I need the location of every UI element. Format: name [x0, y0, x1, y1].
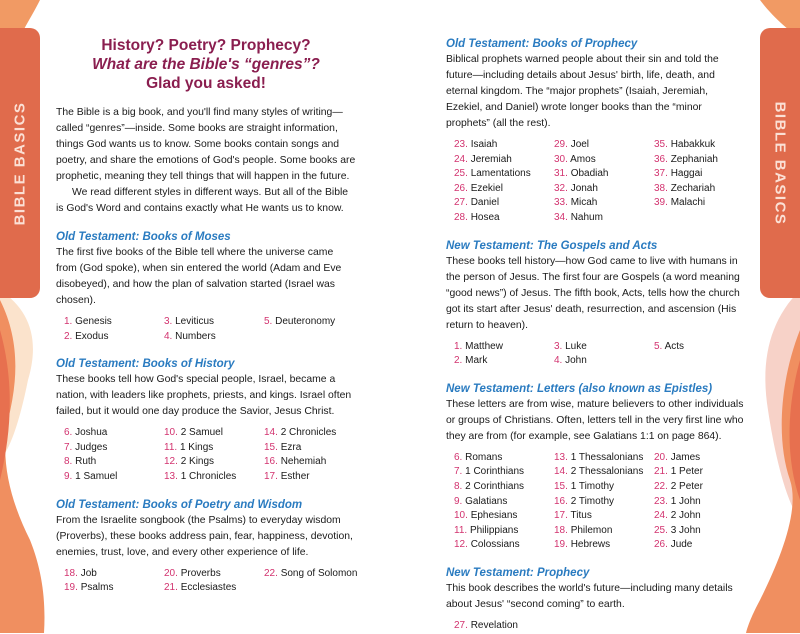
- book-name: Malachi: [671, 197, 705, 208]
- book-name: Luke: [565, 341, 587, 352]
- book-list-item: [654, 509, 754, 524]
- section-description: These books tell history—how God came to live with humans in the person of Jesus. The first four are Gospels (a word meaning “good news”) of Jesus. The fifth book, Acts, tells how the church got its start after Jesus' death, resurrection, and ascension (His return to heaven).: [446, 254, 746, 334]
- book-list-item: [164, 330, 264, 345]
- book-number: 17.: [554, 510, 568, 521]
- book-list-item: [654, 167, 754, 182]
- left-page: [56, 0, 356, 596]
- intro-paragraph: The Bible is a big book, and you'll find many styles of writing—called “genres”—inside. Some books are straight information, things God wants us to know. Some books contain songs and poetry, and share the emotions of God's people. Some books are prophetic, meaning they tell things that will happen in the future.: [56, 105, 356, 185]
- book-list-item: [654, 138, 754, 153]
- book-name: 1 Thessalonians: [571, 452, 644, 463]
- book-list-item: [164, 581, 264, 596]
- book-list-item: [454, 354, 554, 369]
- book-list-item: [554, 495, 654, 510]
- book-list-item: [554, 211, 654, 226]
- book-number: 24.: [654, 510, 668, 521]
- book-section: [56, 356, 356, 484]
- book-name: Haggai: [671, 168, 703, 179]
- book-name: Jude: [671, 539, 693, 550]
- book-number: 7.: [64, 442, 72, 453]
- book-list-item: [654, 340, 754, 355]
- section-heading: New Testament: Prophecy: [446, 565, 746, 581]
- book-name: Song of Solomon: [281, 568, 358, 579]
- book-number: 2.: [64, 331, 72, 342]
- book-number: 24.: [454, 154, 468, 165]
- book-list-item: [454, 340, 554, 355]
- book-column: [164, 315, 264, 344]
- book-number: 38.: [654, 183, 668, 194]
- book-name: 2 Thessalonians: [571, 466, 644, 477]
- book-number: 13.: [164, 471, 178, 482]
- book-section: [446, 36, 746, 226]
- book-list-item: [454, 538, 554, 553]
- book-list-item: [654, 495, 754, 510]
- book-number: 5.: [264, 316, 272, 327]
- book-number: 2.: [454, 355, 462, 366]
- book-number: 1.: [454, 341, 462, 352]
- book-number: 1.: [64, 316, 72, 327]
- book-name: 1 Chronicles: [181, 471, 237, 482]
- book-name: Lamentations: [471, 168, 531, 179]
- section-description: From the Israelite songbook (the Psalms) to everyday wisdom (Proverbs), these books address pain, fear, happiness, devotion, enemies, trust, love, and every other experience of life.: [56, 513, 356, 561]
- book-list-item: [554, 354, 654, 369]
- book-name: Hebrews: [571, 539, 610, 550]
- book-number: 9.: [454, 496, 462, 507]
- book-number: 26.: [654, 539, 668, 550]
- side-tab-right: [760, 28, 800, 298]
- book-name: 2 Peter: [671, 481, 703, 492]
- book-column: [264, 315, 364, 344]
- book-number: 32.: [554, 183, 568, 194]
- book-column: [454, 340, 554, 369]
- book-number: 31.: [554, 168, 568, 179]
- section-description: The first five books of the Bible tell where the universe came from (God spoke), when sin entered the world (Adam and Eve disobeyed), and how the plan of salvation started (Israel was chosen).: [56, 245, 356, 309]
- book-list-item: [454, 196, 554, 211]
- section-heading: Old Testament: Books of Prophecy: [446, 36, 746, 52]
- book-number: 14.: [264, 427, 278, 438]
- book-list-item: [64, 441, 164, 456]
- book-list-item: [554, 340, 654, 355]
- book-name: Colossians: [471, 539, 520, 550]
- book-name: Proverbs: [181, 568, 221, 579]
- book-name: 1 Peter: [671, 466, 703, 477]
- book-number: 10.: [164, 427, 178, 438]
- book-name: 2 Corinthians: [465, 481, 524, 492]
- book-list-item: [554, 524, 654, 539]
- book-list-item: [454, 495, 554, 510]
- book-name: Zechariah: [671, 183, 715, 194]
- book-number: 9.: [64, 471, 72, 482]
- book-name: 2 Samuel: [181, 427, 223, 438]
- book-column: [654, 138, 754, 226]
- book-number: 16.: [264, 456, 278, 467]
- book-list-item: [64, 330, 164, 345]
- book-list-item: [164, 567, 264, 582]
- book-number: 7.: [454, 466, 462, 477]
- book-list: [64, 567, 356, 596]
- book-name: Jeremiah: [471, 154, 512, 165]
- book-name: Amos: [570, 154, 596, 165]
- book-number: 19.: [554, 539, 568, 550]
- book-list-item: [264, 455, 364, 470]
- book-name: John: [565, 355, 587, 366]
- book-number: 30.: [554, 154, 568, 165]
- book-number: 23.: [454, 139, 468, 150]
- book-name: 2 Timothy: [571, 496, 614, 507]
- book-list-item: [554, 451, 654, 466]
- book-number: 29.: [554, 139, 568, 150]
- book-list-item: [554, 465, 654, 480]
- book-list: [64, 315, 356, 344]
- book-column: [64, 567, 164, 596]
- book-number: 6.: [64, 427, 72, 438]
- book-name: Ezekiel: [471, 183, 503, 194]
- book-column: [164, 426, 264, 484]
- book-list-item: [654, 480, 754, 495]
- book-column: [554, 451, 654, 553]
- book-name: Jonah: [571, 183, 598, 194]
- book-name: 3 John: [671, 525, 701, 536]
- book-name: Romans: [465, 452, 502, 463]
- book-number: 16.: [554, 496, 568, 507]
- book-number: 12.: [164, 456, 178, 467]
- book-name: 2 Chronicles: [281, 427, 337, 438]
- book-number: 12.: [454, 539, 468, 550]
- book-name: Genesis: [75, 316, 112, 327]
- book-column: [454, 138, 554, 226]
- title-line: What are the Bible's “genres”?: [56, 55, 356, 74]
- book-number: 39.: [654, 197, 668, 208]
- book-number: 15.: [554, 481, 568, 492]
- book-list-item: [64, 315, 164, 330]
- book-list-item: [654, 196, 754, 211]
- book-name: Philemon: [571, 525, 613, 536]
- book-section: [446, 381, 746, 553]
- book-list-item: [64, 426, 164, 441]
- book-list-item: [454, 509, 554, 524]
- book-list-item: [454, 524, 554, 539]
- book-list-item: [454, 480, 554, 495]
- book-name: 1 John: [671, 496, 701, 507]
- book-name: Leviticus: [175, 316, 214, 327]
- book-number: 13.: [554, 452, 568, 463]
- book-number: 33.: [554, 197, 568, 208]
- book-name: 1 Kings: [180, 442, 213, 453]
- book-column: [264, 567, 364, 596]
- book-column: [654, 451, 754, 553]
- book-list-item: [554, 153, 654, 168]
- section-description: These books tell how God's special people, Israel, became a nation, with leaders like prophets, priests, and kings. Israel often failed, but it would one day produce the Savior, Jesus Christ.: [56, 372, 356, 420]
- section-heading: New Testament: Letters (also known as Epistles): [446, 381, 746, 397]
- book-number: 4.: [554, 355, 562, 366]
- book-number: 17.: [264, 471, 278, 482]
- section-heading: Old Testament: Books of Moses: [56, 229, 356, 245]
- book-number: 4.: [164, 331, 172, 342]
- book-number: 8.: [64, 456, 72, 467]
- book-list-item: [554, 167, 654, 182]
- book-list-item: [164, 455, 264, 470]
- page-title: [56, 36, 356, 93]
- book-column: [654, 340, 754, 369]
- book-name: James: [671, 452, 700, 463]
- book-name: Esther: [281, 471, 310, 482]
- book-name: Obadiah: [571, 168, 609, 179]
- book-list-item: [654, 524, 754, 539]
- book-number: 25.: [654, 525, 668, 536]
- book-column: [554, 138, 654, 226]
- side-tab-left: [0, 28, 40, 298]
- book-list-item: [264, 315, 364, 330]
- book-list-item: [264, 426, 364, 441]
- book-name: Matthew: [465, 341, 503, 352]
- book-list-item: [454, 153, 554, 168]
- book-name: 2 Kings: [181, 456, 214, 467]
- book-name: 2 John: [671, 510, 701, 521]
- section-heading: Old Testament: Books of Poetry and Wisdom: [56, 497, 356, 513]
- book-number: 22.: [654, 481, 668, 492]
- book-list-item: [554, 509, 654, 524]
- book-list-item: [454, 167, 554, 182]
- section-description: These letters are from wise, mature believers to other individuals or groups of Christians. Often, letters tell in the very first line who they are from (for example, see Galatians 1:1 on page 864).: [446, 397, 746, 445]
- book-number: 20.: [164, 568, 178, 579]
- book-name: 1 Corinthians: [465, 466, 524, 477]
- book-name: Acts: [665, 341, 684, 352]
- book-name: Psalms: [81, 582, 114, 593]
- book-number: 34.: [554, 212, 568, 223]
- book-list-item: [654, 465, 754, 480]
- book-name: Joshua: [75, 427, 107, 438]
- book-name: Ephesians: [471, 510, 518, 521]
- book-name: Ecclesiastes: [181, 582, 237, 593]
- book-list-item: [554, 182, 654, 197]
- book-number: 3.: [554, 341, 562, 352]
- book-list: [454, 340, 746, 369]
- intro-paragraph: We read different styles in different ways. But all of the Bible is God's Word and contains exactly what He wants us to know.: [56, 185, 356, 217]
- book-number: 18.: [64, 568, 78, 579]
- book-list-item: [454, 211, 554, 226]
- right-page: [446, 0, 746, 634]
- book-column: [454, 619, 554, 634]
- book-section: [446, 565, 746, 634]
- book-number: 35.: [654, 139, 668, 150]
- book-column: [264, 426, 364, 484]
- book-list-item: [264, 470, 364, 485]
- book-section: [446, 238, 746, 369]
- book-list-item: [164, 441, 264, 456]
- side-tab-label: BIBLE BASICS: [12, 101, 29, 225]
- book-name: Habakkuk: [671, 139, 715, 150]
- book-number: 37.: [654, 168, 668, 179]
- book-column: [164, 567, 264, 596]
- book-number: 15.: [264, 442, 278, 453]
- book-name: Exodus: [75, 331, 108, 342]
- book-list-item: [64, 567, 164, 582]
- book-number: 27.: [454, 620, 468, 631]
- book-name: Numbers: [175, 331, 216, 342]
- book-name: Deuteronomy: [275, 316, 335, 327]
- book-list-item: [64, 581, 164, 596]
- book-name: Judges: [75, 442, 107, 453]
- book-number: 28.: [454, 212, 468, 223]
- book-number: 11.: [164, 442, 177, 453]
- book-number: 6.: [454, 452, 462, 463]
- book-list-item: [164, 426, 264, 441]
- book-number: 26.: [454, 183, 468, 194]
- book-number: 21.: [164, 582, 178, 593]
- book-name: 1 Samuel: [75, 471, 117, 482]
- title-line: History? Poetry? Prophecy?: [56, 36, 356, 55]
- book-number: 23.: [654, 496, 668, 507]
- book-list-item: [654, 182, 754, 197]
- book-number: 19.: [64, 582, 78, 593]
- book-list: [454, 138, 746, 226]
- book-list-item: [454, 138, 554, 153]
- section-description: This book describes the world's future—including many details about Jesus' “second coming” to earth.: [446, 581, 746, 613]
- book-name: Daniel: [471, 197, 499, 208]
- book-number: 25.: [454, 168, 468, 179]
- book-list-item: [654, 538, 754, 553]
- side-tab-label: BIBLE BASICS: [772, 101, 789, 225]
- book-number: 22.: [264, 568, 278, 579]
- book-list-item: [554, 196, 654, 211]
- book-number: 8.: [454, 481, 462, 492]
- book-number: 5.: [654, 341, 662, 352]
- section-description: Biblical prophets warned people about their sin and told the future—including details about Jesus' birth, life, death, and eternal kingdom. The “major prophets” (Isaiah, Jeremiah, Ezekiel, and Daniel) wrote longer books than the “minor prophets” (all the rest).: [446, 52, 746, 132]
- book-list-item: [454, 465, 554, 480]
- book-list-item: [264, 567, 364, 582]
- book-name: Nehemiah: [281, 456, 327, 467]
- book-name: Ezra: [281, 442, 302, 453]
- section-heading: New Testament: The Gospels and Acts: [446, 238, 746, 254]
- book-list-item: [454, 182, 554, 197]
- book-number: 3.: [164, 316, 172, 327]
- book-list-item: [454, 451, 554, 466]
- book-list-item: [554, 538, 654, 553]
- book-list-item: [554, 138, 654, 153]
- book-list-item: [554, 480, 654, 495]
- book-number: 36.: [654, 154, 668, 165]
- book-name: Galatians: [465, 496, 507, 507]
- book-number: 27.: [454, 197, 468, 208]
- book-number: 18.: [554, 525, 568, 536]
- book-list: [64, 426, 356, 484]
- book-section: [56, 497, 356, 596]
- book-name: Mark: [465, 355, 487, 366]
- book-name: Nahum: [571, 212, 603, 223]
- book-list-item: [264, 441, 364, 456]
- book-name: Micah: [571, 197, 598, 208]
- book-name: Hosea: [471, 212, 500, 223]
- book-name: Joel: [571, 139, 589, 150]
- book-list-item: [454, 619, 554, 634]
- book-number: 10.: [454, 510, 468, 521]
- book-list-item: [654, 451, 754, 466]
- book-name: 1 Timothy: [571, 481, 614, 492]
- section-heading: Old Testament: Books of History: [56, 356, 356, 372]
- book-list-item: [654, 153, 754, 168]
- book-list-item: [164, 470, 264, 485]
- book-list: [454, 451, 746, 553]
- book-column: [554, 340, 654, 369]
- book-name: Ruth: [75, 456, 96, 467]
- book-list-item: [64, 470, 164, 485]
- book-list: [454, 619, 746, 634]
- book-name: Titus: [571, 510, 592, 521]
- book-name: Philippians: [470, 525, 518, 536]
- book-section: [56, 229, 356, 344]
- book-column: [64, 426, 164, 484]
- book-name: Zephaniah: [671, 154, 718, 165]
- book-number: 11.: [454, 525, 467, 536]
- book-number: 21.: [654, 466, 668, 477]
- book-column: [64, 315, 164, 344]
- book-number: 20.: [654, 452, 668, 463]
- title-line: Glad you asked!: [56, 74, 356, 93]
- book-number: 14.: [554, 466, 568, 477]
- book-name: Revelation: [471, 620, 518, 631]
- book-column: [454, 451, 554, 553]
- book-name: Job: [81, 568, 97, 579]
- book-list-item: [164, 315, 264, 330]
- book-list-item: [64, 455, 164, 470]
- book-name: Isaiah: [471, 139, 498, 150]
